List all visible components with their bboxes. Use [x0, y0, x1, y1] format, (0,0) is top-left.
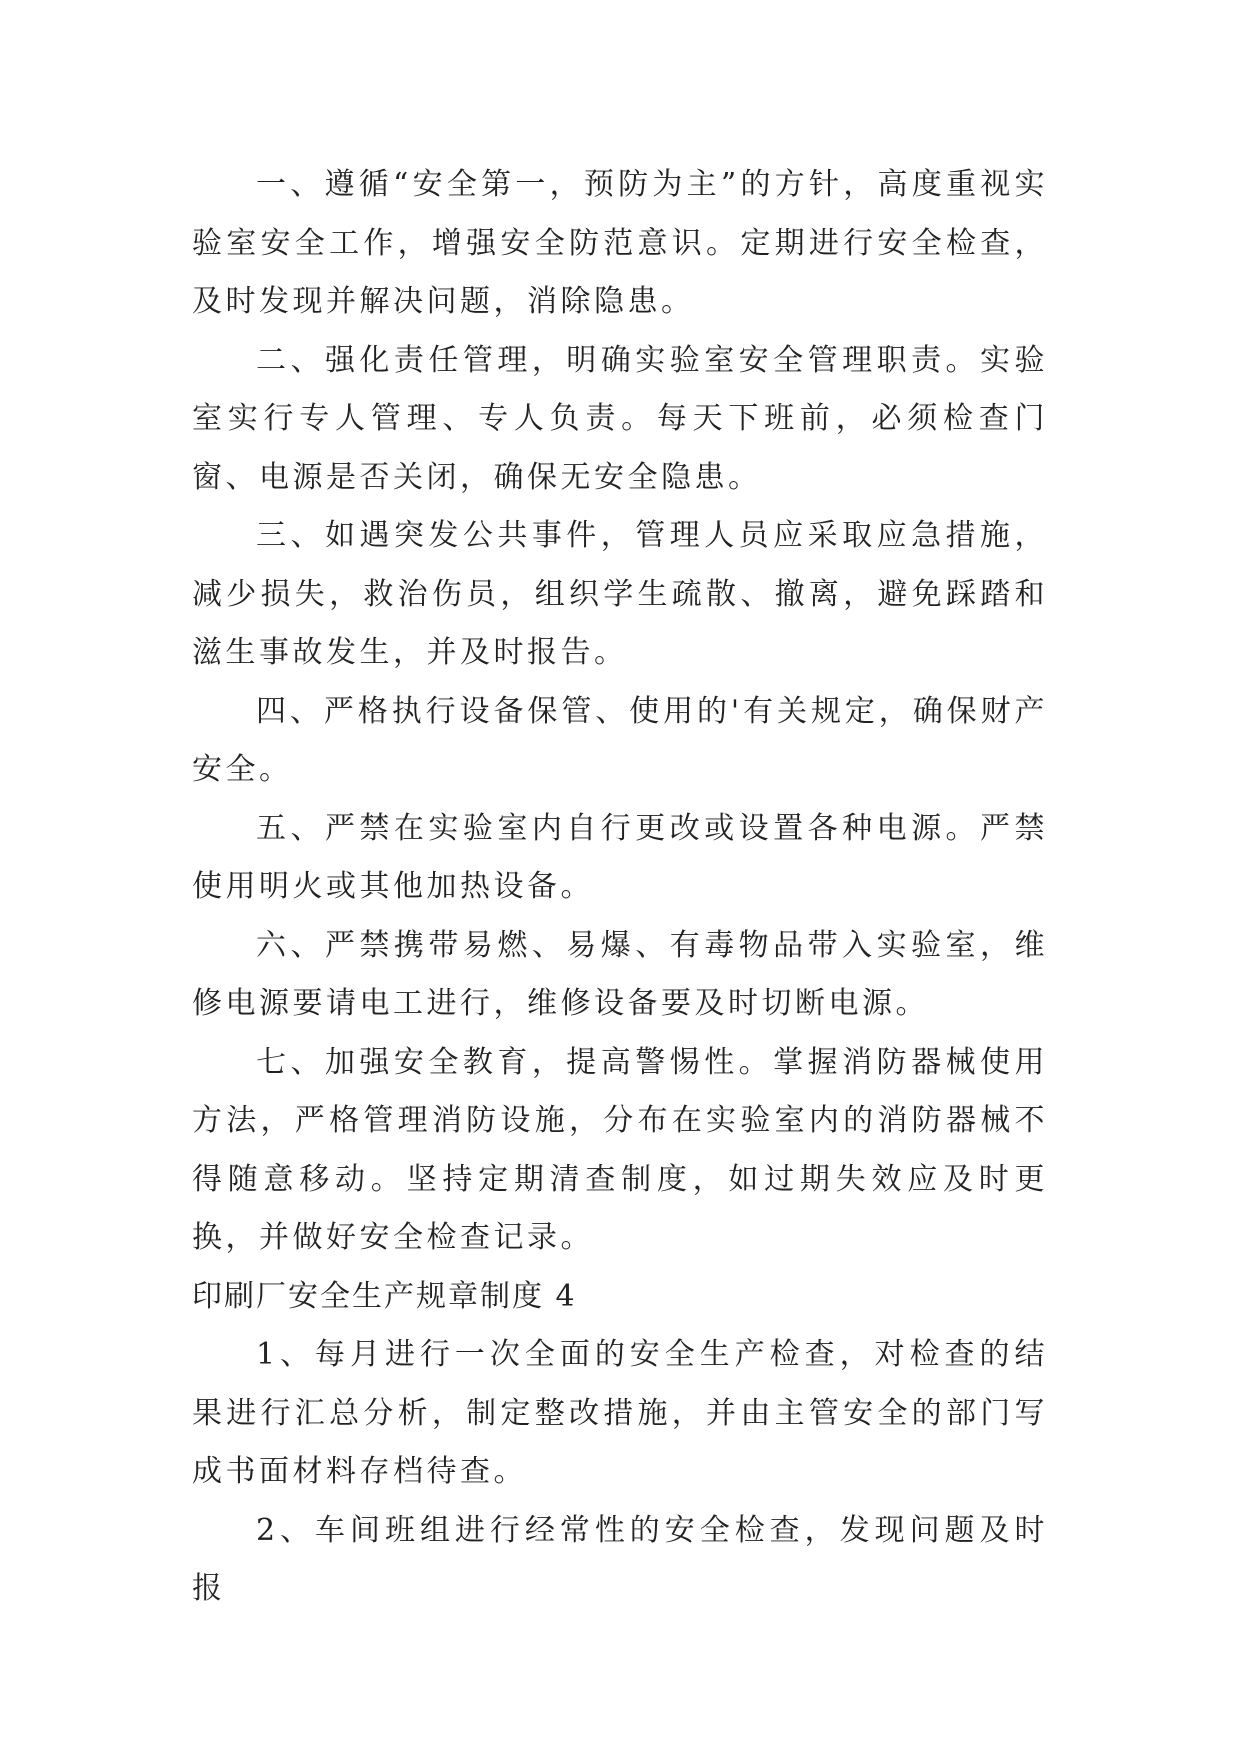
paragraph-6: 六、严禁携带易燃、易爆、有毒物品带入实验室，维修电源要请电工进行，维修设备要及时切断电源。: [192, 927, 1048, 1021]
section-paragraph-2: 2、车间班组进行经常性的安全检查，发现问题及时报: [192, 1512, 1048, 1606]
document-body: [192, 156, 1048, 1619]
section-paragraph-1: 1、每月进行一次全面的安全生产检查，对检查的结果进行汇总分析，制定整改措施，并由主管安全的部门写成书面材料存档待查。: [192, 1337, 1048, 1489]
paragraph-3: 三、如遇突发公共事件，管理人员应采取应急措施，减少损失，救治伤员，组织学生疏散、撤离，避免踩踏和滋生事故发生，并及时报告。: [192, 518, 1048, 670]
paragraph-2: 二、强化责任管理，明确实验室安全管理职责。实验室实行专人管理、专人负责。每天下班前，必须检查门窗、电源是否关闭，确保无安全隐患。: [192, 342, 1048, 495]
paragraph-5: 五、严禁在实验室内自行更改或设置各种电源。严禁使用明火或其他加热设备。: [192, 810, 1048, 904]
paragraph-7: 七、加强安全教育，提高警惕性。掌握消防器械使用方法，严格管理消防设施，分布在实验室内的消防器械不得随意移动。坚持定期清查制度，如过期失效应及时更换，并做好安全检查记录。: [192, 1044, 1048, 1255]
paragraph-4: 四、严格执行设备保管、使用的'有关规定，确保财产安全。: [192, 693, 1048, 787]
section-title: 印刷厂安全生产规章制度 4: [192, 1278, 577, 1314]
paragraph-1: 一、遵循“安全第一，预防为主”的方针，高度重视实验室安全工作，增强安全防范意识。定期进行安全检查，及时发现并解决问题，消除隐患。: [192, 167, 1048, 319]
